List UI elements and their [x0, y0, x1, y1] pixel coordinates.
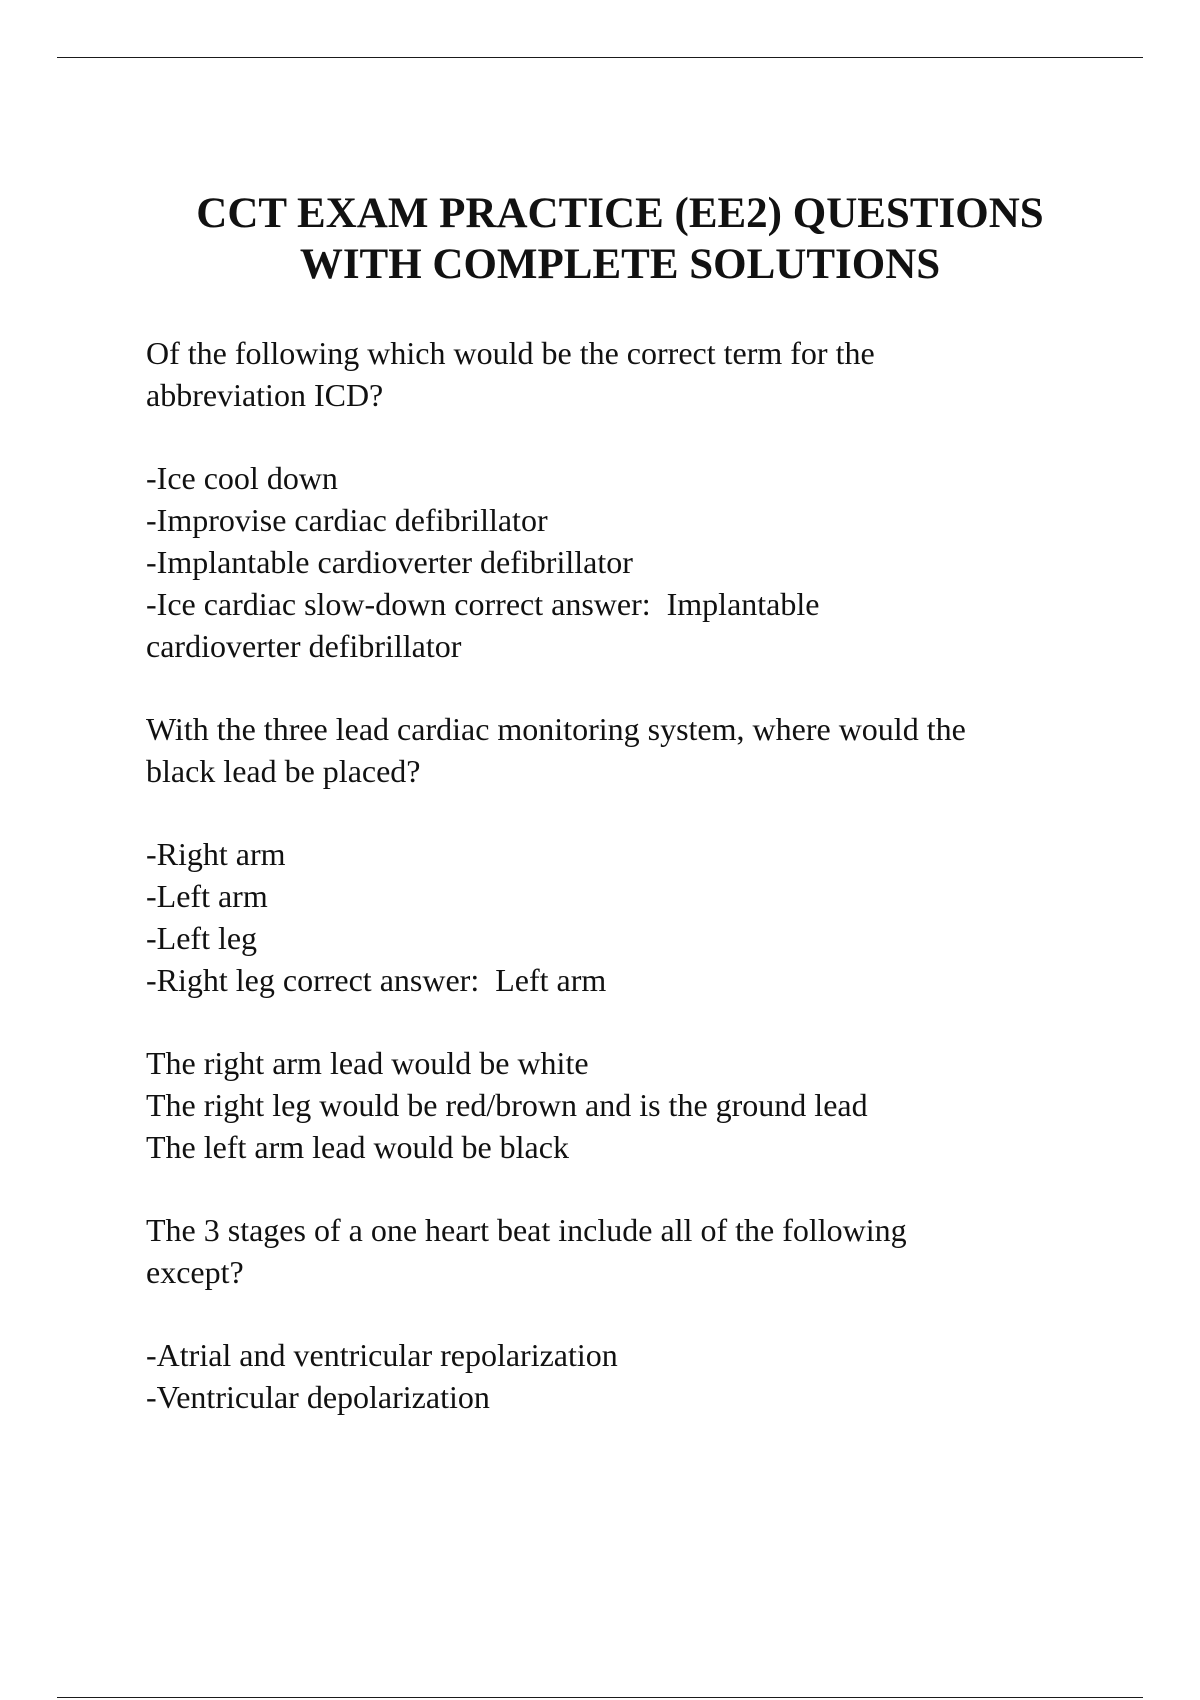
option-line: -Ice cardiac slow-down correct answer: Implantable — [146, 586, 820, 622]
text-line: With the three lead cardiac monitoring system, where would the — [146, 711, 966, 747]
option-line: -Improvise cardiac defibrillator — [146, 502, 548, 538]
option-line: -Atrial and ventricular repolarization — [146, 1337, 618, 1373]
question-2 — [146, 708, 1146, 792]
title-line-2: WITH COMPLETE SOLUTIONS — [299, 241, 941, 288]
text-line: abbreviation ICD? — [146, 377, 384, 413]
document-body — [146, 332, 1146, 1418]
title-line-1: CCT EXAM PRACTICE (EE2) QUESTIONS — [196, 190, 1044, 237]
option-line: -Right leg correct answer: Left arm — [146, 962, 607, 998]
option-line: -Ice cool down — [146, 460, 338, 496]
question-1 — [146, 332, 1146, 416]
top-rule — [57, 57, 1143, 58]
option-line: -Implantable cardioverter defibrillator — [146, 544, 633, 580]
text-line: The right arm lead would be white — [146, 1045, 589, 1081]
text-line: The left arm lead would be black — [146, 1129, 569, 1165]
text-line: Of the following which would be the correct term for the — [146, 335, 875, 371]
text-line: black lead be placed? — [146, 753, 421, 789]
text-line: except? — [146, 1254, 244, 1290]
explanation-2 — [146, 1042, 1146, 1168]
answer-options-3 — [146, 1334, 1146, 1418]
answer-options-1 — [146, 457, 1146, 667]
question-3 — [146, 1209, 1146, 1293]
option-line: -Right arm — [146, 836, 286, 872]
text-line: The right leg would be red/brown and is the ground lead — [146, 1087, 868, 1123]
text-line: The 3 stages of a one heart beat include all of the following — [146, 1212, 907, 1248]
bottom-rule — [57, 1697, 1143, 1698]
answer-options-2 — [146, 833, 1146, 1001]
option-line: -Ventricular depolarization — [146, 1379, 490, 1415]
option-line: cardioverter defibrillator — [146, 628, 462, 664]
option-line: -Left arm — [146, 878, 268, 914]
option-line: -Left leg — [146, 920, 258, 956]
page-title — [0, 188, 1200, 290]
